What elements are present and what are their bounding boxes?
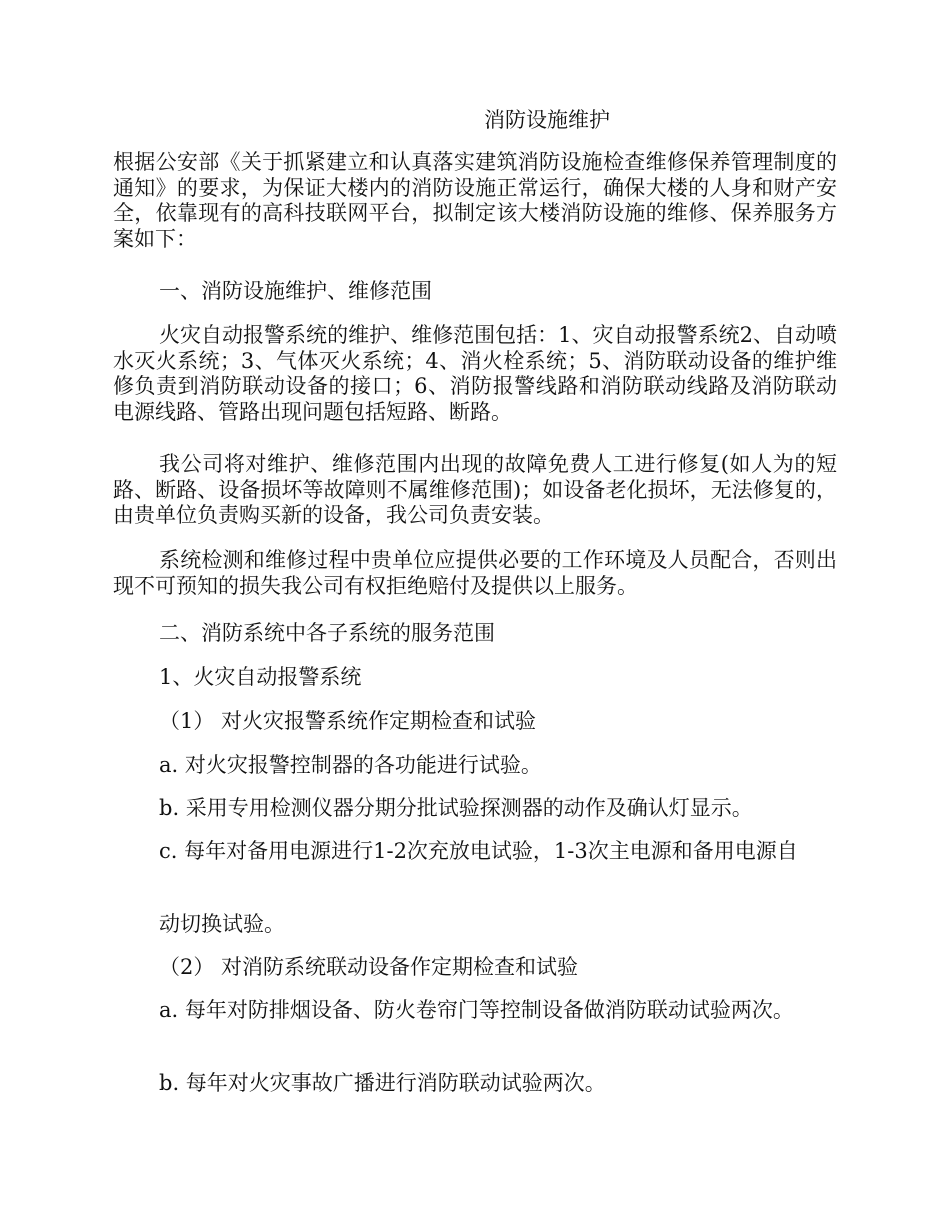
item2-heading: （2） 对消防系统联动设备作定期检查和试验 xyxy=(159,955,579,979)
intro-paragraph: 根据公安部《关于抓紧建立和认真落实建筑消防设施检查维修保养管理制度的通知》的要求，为保证大楼内的消防设施正常运行，确保大楼的人身和财产安全，依靠现有的高科技联网平台，拟制定该大楼消防设施的维修、保养服务方案如下： xyxy=(113,150,837,251)
section1-heading: 一、消防设施维护、维修范围 xyxy=(159,279,432,303)
section2-heading: 二、消防系统中各子系统的服务范围 xyxy=(159,621,495,645)
item1-heading: （1） 对火灾报警系统作定期检查和试验 xyxy=(159,709,537,733)
item1-c-continuation: 动切换试验。 xyxy=(159,912,285,936)
subsection1-heading: 1、火灾自动报警系统 xyxy=(159,665,362,689)
item1-c: c. 每年对备用电源进行1-2次充放电试验，1-3次主电源和备用电源自 xyxy=(159,839,798,863)
section1-paragraph-1: 火灾自动报警系统的维护、维修范围包括：1、灾自动报警系统2、自动喷水灭火系统；3、气体灭火系统；4、消火栓系统；5、消防联动设备的维护维修负责到消防联动设备的接口；6、消防报警线路和消防联动线路及消防联动电源线路、管路出现问题包括短路、断路。 xyxy=(113,323,837,424)
item1-a: a. 对火灾报警控制器的各功能进行试验。 xyxy=(159,753,542,777)
section1-paragraph-3: 系统检测和维修过程中贵单位应提供必要的工作环境及人员配合，否则出现不可预知的损失我公司有权拒绝赔付及提供以上服务。 xyxy=(113,548,837,598)
item2-a: a. 每年对防排烟设备、防火卷帘门等控制设备做消防联动试验两次。 xyxy=(159,998,794,1022)
item1-b: b. 采用专用检测仪器分期分批试验探测器的动作及确认灯显示。 xyxy=(159,796,753,820)
document-title: 消防设施维护 xyxy=(484,108,610,132)
section1-paragraph-2: 我公司将对维护、维修范围内出现的故障免费人工进行修复(如人为的短路、断路、设备损坏等故障则不属维修范围)；如设备老化损坏，无法修复的，由贵单位负责购买新的设备，我公司负责安装。 xyxy=(113,452,837,527)
item2-b: b. 每年对火灾事故广播进行消防联动试验两次。 xyxy=(159,1071,606,1095)
